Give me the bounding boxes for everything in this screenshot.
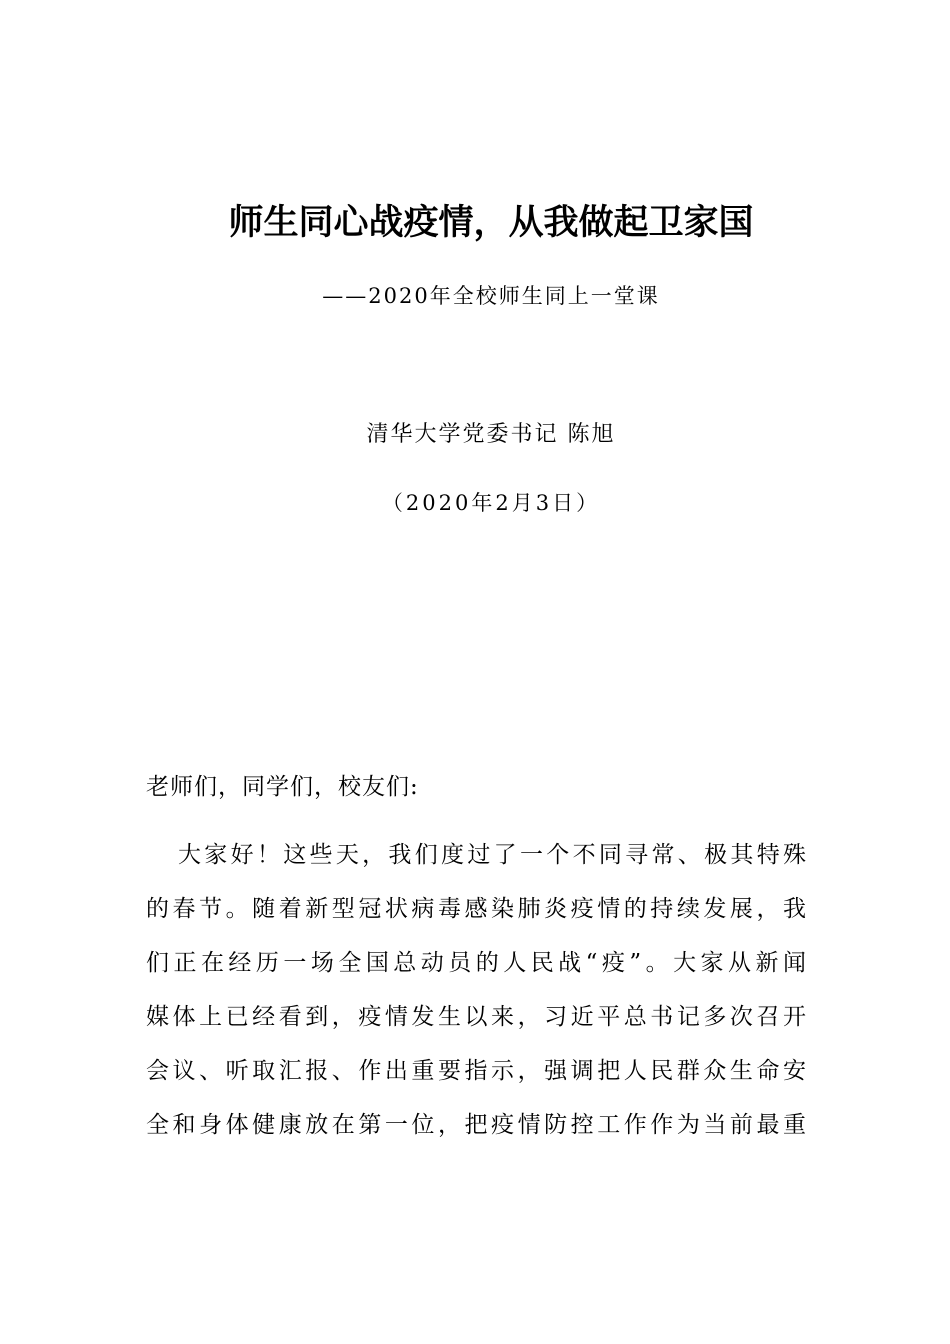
document-subtitle: ——2020年全校师生同上一堂课	[322, 284, 660, 308]
salutation: 老师们，同学们，校友们:	[146, 774, 419, 800]
body-paragraph	[146, 838, 806, 1162]
body-line: 们正在经历一场全国总动员的人民战“疫”。大家从新闻	[146, 950, 806, 976]
body-line: 全和身体健康放在第一位，把疫情防控工作作为当前最重	[146, 1112, 806, 1138]
body-line: 大家好！这些天，我们度过了一个不同寻常、极其特殊	[178, 842, 806, 868]
author-line: 清华大学党委书记 陈旭	[366, 422, 616, 447]
date-line: （2020年2月3日）	[381, 491, 601, 515]
document-title: 师生同心战疫情，从我做起卫家国	[228, 203, 754, 243]
body-line: 媒体上已经看到，疫情发生以来，习近平总书记多次召开	[146, 1004, 806, 1030]
body-line: 的春节。随着新型冠状病毒感染肺炎疫情的持续发展，我	[146, 896, 806, 922]
body-line: 会议、听取汇报、作出重要指示，强调把人民群众生命安	[146, 1058, 806, 1084]
